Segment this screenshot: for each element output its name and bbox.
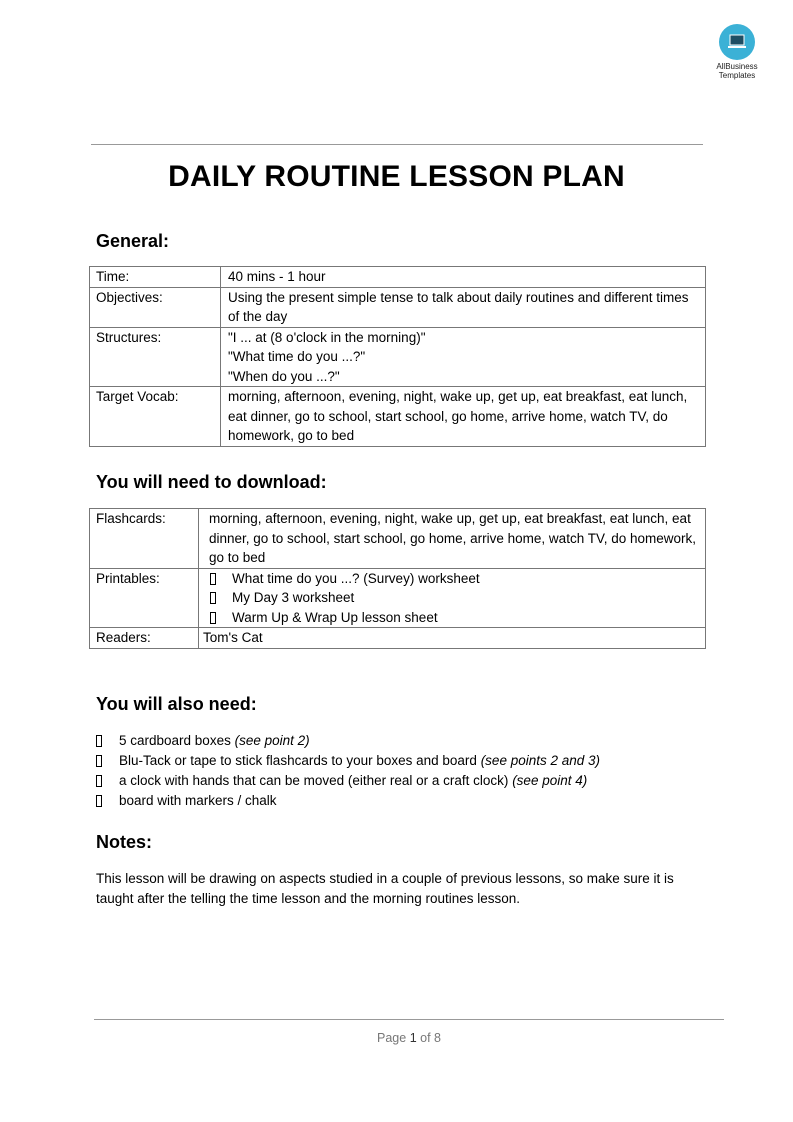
also-need-heading: You will also need: — [96, 694, 257, 714]
printable-item-text: My Day 3 worksheet — [232, 590, 355, 605]
table-row — [90, 327, 706, 387]
target-vocab-label: Target Vocab: — [90, 387, 221, 447]
table-row — [90, 509, 706, 569]
bullet-icon — [210, 612, 216, 624]
list-item — [96, 731, 600, 751]
printables-value — [199, 568, 706, 628]
need-item-text: Blu-Tack or tape to stick flashcards to your boxes and board — [119, 753, 481, 768]
page-title: DAILY ROUTINE LESSON PLAN — [168, 160, 625, 193]
general-table — [89, 266, 706, 447]
list-item — [206, 569, 700, 589]
objectives-value — [221, 287, 706, 327]
readers-label: Readers: — [90, 628, 199, 649]
notes-text: This lesson will be drawing on aspects studied in a couple of previous lessons, so make sure it is taught after the telling the time lesson and the morning routines lesson. — [96, 871, 674, 906]
download-heading: You will need to download: — [96, 472, 327, 492]
laptop-icon — [719, 24, 755, 60]
objectives-label: Objectives: — [90, 287, 221, 327]
bullet-icon — [210, 592, 216, 604]
list-item — [96, 791, 600, 811]
structures-label: Structures: — [90, 327, 221, 387]
printable-item-text: Warm Up & Wrap Up lesson sheet — [232, 609, 438, 625]
flashcards-value: morning, afternoon, evening, night, wake up, get up, eat breakfast, eat lunch, eat dinner, go to school, start school, go home, arrive home, watch TV, do homework, go to bed — [199, 509, 706, 569]
printable-item-text: What time do you ...? (Survey) worksheet — [232, 570, 480, 586]
flashcards-label: Flashcards: — [90, 509, 199, 569]
header-divider — [91, 144, 703, 145]
bullet-icon — [210, 573, 216, 585]
table-row — [90, 287, 706, 327]
readers-value: Tom's Cat — [199, 628, 706, 649]
list-item — [206, 608, 700, 628]
structure-line-2: "What time do you ...?" — [228, 349, 366, 364]
need-item-text: a clock with hands that can be moved (either real or a craft clock) — [119, 773, 513, 788]
need-item-text: 5 cardboard boxes — [119, 733, 235, 748]
list-item — [96, 771, 600, 791]
table-row — [90, 628, 706, 649]
list-item — [96, 751, 600, 771]
general-heading: General: — [96, 231, 170, 251]
page-footer — [0, 1031, 793, 1045]
need-item-note: (see point 4) — [512, 773, 588, 788]
bullet-icon — [96, 775, 102, 787]
target-vocab-text: morning, afternoon, evening, night, wake up, get up, eat breakfast, eat lunch, eat dinner, go to school, start school, go home, arrive home, watch TV, do homework, go to bed — [228, 389, 688, 443]
time-value-text: 40 mins - 1 hour — [228, 269, 326, 284]
total-pages: 8 — [434, 1031, 441, 1045]
footer-divider — [94, 1019, 724, 1020]
bullet-icon — [96, 755, 102, 767]
printables-list — [206, 569, 700, 628]
time-value — [221, 267, 706, 288]
bullet-icon — [96, 795, 102, 807]
bullet-icon — [96, 735, 102, 747]
structure-line-1: "I ... at (8 o'clock in the morning)" — [228, 329, 426, 345]
logo-line-1: AllBusiness — [716, 62, 758, 71]
need-item-text: board with markers / chalk — [119, 793, 277, 808]
also-need-list — [96, 731, 600, 811]
structure-line-3: "When do you ...?" — [228, 368, 340, 384]
objectives-value-text: Using the present simple tense to talk about daily routines and different times of the day — [228, 289, 689, 324]
table-row — [90, 387, 706, 447]
of-word: of — [420, 1031, 431, 1045]
structures-value — [221, 327, 706, 387]
brand-logo — [706, 24, 768, 80]
table-row — [90, 568, 706, 628]
logo-line-2: Templates — [718, 71, 756, 80]
need-item-note: (see point 2) — [234, 733, 310, 748]
download-table — [89, 508, 706, 649]
logo-text — [706, 62, 768, 80]
target-vocab-value — [221, 387, 706, 447]
printables-label: Printables: — [90, 568, 199, 628]
list-item — [206, 588, 700, 608]
table-row — [90, 267, 706, 288]
notes-heading: Notes: — [96, 832, 153, 852]
current-page-number: 1 — [409, 1031, 417, 1045]
time-label: Time: — [90, 267, 221, 288]
need-item-note: (see points 2 and 3) — [480, 753, 601, 768]
page-word: Page — [377, 1031, 407, 1045]
